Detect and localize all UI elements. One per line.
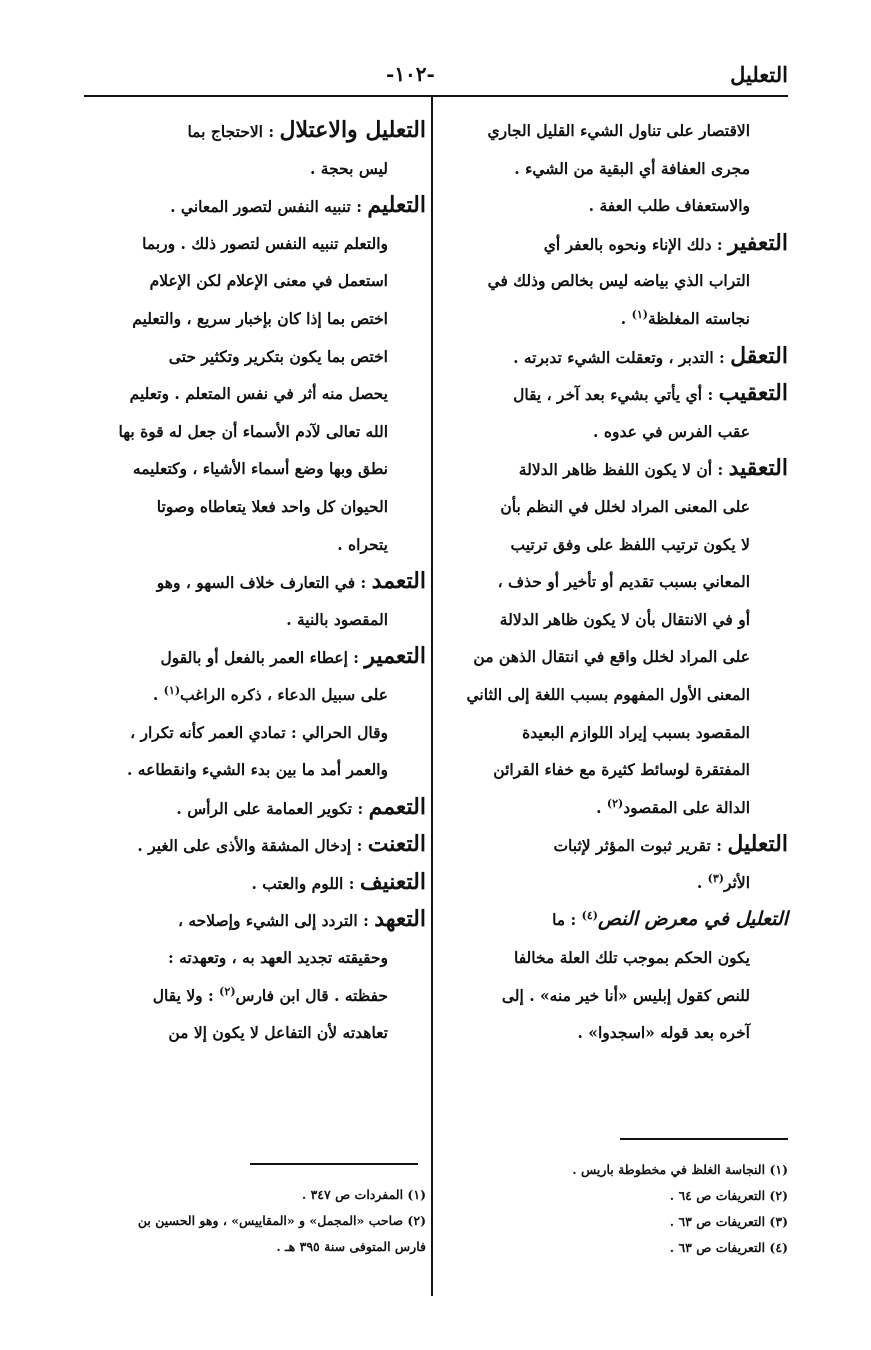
text-line xyxy=(444,225,788,263)
entry-term: التعقيد xyxy=(728,455,788,482)
text-line xyxy=(84,300,426,338)
footnote-ref: (٢) xyxy=(606,796,624,810)
text-line xyxy=(444,413,788,451)
line-text: نجاسته المغلظة xyxy=(647,308,750,328)
footnote-ref: (٣) xyxy=(707,871,724,885)
entry-term: التعنيف xyxy=(359,868,426,895)
entry-term: التعليل والاعتلال xyxy=(279,117,426,143)
right-column xyxy=(444,112,788,1052)
term-separator: : xyxy=(357,911,375,931)
text-line xyxy=(444,789,788,827)
line-text: الله تعالى لآدم الأسماء أن جعل له قوة بها xyxy=(118,421,388,441)
text-line xyxy=(84,488,426,526)
line-text: عقب الفرس في عدوه . xyxy=(593,421,750,441)
line-text: ليس بحجة . xyxy=(310,158,388,178)
text-line xyxy=(84,789,426,827)
footnote: (٢) صاحب «المجمل» و «المقاييس» ، وهو الحسين بن xyxy=(137,1213,426,1228)
text-line xyxy=(444,714,788,752)
line-text: نطق وبها وضع أسماء الأشياء ، وكتعليمه xyxy=(132,459,388,479)
line-text: لا يكون ترتيب اللفظ على وفق ترتيب xyxy=(510,534,750,554)
text-line xyxy=(444,563,788,601)
line-text: آخره بعد قوله «اسجدوا» . xyxy=(577,1023,750,1043)
footnote: (١) النجاسة الغلظ في مخطوطة باريس . xyxy=(572,1162,788,1177)
page-header xyxy=(84,62,788,92)
text-line xyxy=(84,563,426,601)
text-line xyxy=(84,150,426,188)
line-text: وحقيقته تجديد العهد به ، وتعهدته : xyxy=(167,948,388,968)
footnote: فارس المتوفى سنة ٣٩٥ هـ . xyxy=(276,1239,426,1254)
line-text: تعاهدته لأن التفاعل لا يكون إلا من xyxy=(168,1023,388,1043)
line-text-after: . xyxy=(620,308,632,328)
entry-definition: التردد إلى الشيء وإصلاحه ، xyxy=(177,911,358,931)
entry-term: التعقيب xyxy=(718,380,788,407)
text-line xyxy=(84,526,426,564)
entry-term: التعهد xyxy=(374,906,426,933)
line-text: والعمر أمد ما بين بدء الشيء وانقطاعه . xyxy=(127,760,388,780)
entry-definition: أي يأتي بشيء بعد آخر ، يقال xyxy=(513,385,703,405)
text-line xyxy=(444,1014,788,1052)
text-line xyxy=(84,714,426,752)
text-line xyxy=(84,338,426,376)
entry-term: التعمير xyxy=(364,643,426,670)
left-column xyxy=(84,112,426,1052)
text-line xyxy=(84,638,426,676)
line-text-after: : ولا يقال xyxy=(152,985,220,1005)
text-line xyxy=(444,112,788,150)
text-line xyxy=(84,450,426,488)
entry-term: التعمد xyxy=(371,568,426,595)
line-text: المعاني بسبب تقديم أو تأخير أو حذف ، xyxy=(497,572,750,592)
line-text: مجرى العفافة أي البقية من الشيء . xyxy=(514,158,750,178)
text-line xyxy=(84,262,426,300)
entry-definition: إعطاء العمر بالفعل أو بالقول xyxy=(160,648,348,668)
text-line xyxy=(84,901,426,939)
text-line xyxy=(84,826,426,864)
text-line xyxy=(444,638,788,676)
term-separator: : xyxy=(352,798,369,818)
text-line xyxy=(444,901,788,939)
footnote-ref: (١) xyxy=(631,307,648,321)
text-line xyxy=(84,375,426,413)
text-line xyxy=(444,939,788,977)
entry-definition: أن لا يكون اللفظ ظاهر الدلالة xyxy=(518,460,713,480)
footnote-ref: (١) xyxy=(163,683,181,697)
line-text: يتحراه . xyxy=(337,534,388,554)
text-line xyxy=(444,150,788,188)
line-text: على المراد لخلل واقع في انتقال الذهن من xyxy=(473,647,750,667)
term-separator: : xyxy=(347,648,365,668)
text-line xyxy=(444,300,788,338)
footnote: (٢) التعريفات ص ٦٤ . xyxy=(669,1188,788,1203)
page-number: -١٠٢- xyxy=(386,62,435,86)
text-line xyxy=(444,751,788,789)
line-text: الدالة على المقصود xyxy=(623,797,750,817)
entry-term: التعمم xyxy=(368,793,426,820)
term-separator: : xyxy=(711,234,729,254)
entry-term: التعقل xyxy=(730,342,788,369)
entry-definition: في التعارف خلاف السهو ، وهو xyxy=(156,573,356,593)
running-title: التعليل xyxy=(730,62,788,87)
text-line xyxy=(84,187,426,225)
line-text: الاقتصار على تناول الشيء القليل الجاري xyxy=(487,121,750,140)
text-line xyxy=(84,751,426,789)
footnotes-right xyxy=(444,1157,788,1261)
line-text: على سبيل الدعاء ، ذكره الراغب xyxy=(180,684,388,704)
text-line xyxy=(84,112,426,150)
column-divider xyxy=(431,96,433,1296)
entry-term: التعليل xyxy=(727,831,788,858)
text-line xyxy=(84,413,426,451)
footnote-ref: (٢) xyxy=(219,984,236,998)
footnote-rule-right xyxy=(620,1138,788,1140)
line-text: يحصل منه أثر في نفس المتعلم . وتعليم xyxy=(129,384,388,404)
line-text: اختص بما يكون بتكرير وتكثير حتى xyxy=(168,346,388,366)
term-separator: : xyxy=(713,347,731,367)
text-line xyxy=(444,864,788,902)
footnotes-left xyxy=(84,1182,426,1260)
text-line xyxy=(84,939,426,977)
line-text-after: . xyxy=(596,797,607,817)
line-text: المعنى الأول المفهوم بسبب اللغة إلى الثاني xyxy=(466,684,750,704)
line-text: والتعلم تنبيه النفس لتصور ذلك . وربما xyxy=(142,233,388,253)
entry-definition: اللوم والعتب . xyxy=(251,873,344,893)
text-line xyxy=(84,676,426,714)
text-line xyxy=(444,676,788,714)
text-line xyxy=(444,187,788,225)
term-separator: : xyxy=(355,573,372,593)
line-text: المفتقرة لوسائط كثيرة مع خفاء القرائن xyxy=(493,760,750,780)
term-separator: : xyxy=(351,836,368,856)
text-line xyxy=(444,526,788,564)
text-line xyxy=(444,601,788,639)
line-text: على المعنى المراد لخلل في النظم بأن xyxy=(500,496,750,516)
line-text: وقال الحرالي : تمادي العمر كأنه تكرار ، xyxy=(130,722,388,742)
line-text: الأثر xyxy=(723,872,750,892)
entry-term: التعفير xyxy=(728,229,788,256)
entry-term: التعنت xyxy=(367,831,426,858)
footnote: (١) المفردات ص ٣٤٧ . xyxy=(301,1187,426,1202)
term-separator: : xyxy=(712,460,729,480)
term-separator: : xyxy=(263,122,280,141)
header-rule xyxy=(84,95,788,97)
line-text-after: . xyxy=(152,684,164,704)
text-line xyxy=(444,375,788,413)
text-line xyxy=(84,601,426,639)
footnote: (٣) التعريفات ص ٦٣ . xyxy=(669,1214,788,1229)
entry-definition: إدخال المشقة والأذى على الغير . xyxy=(137,836,352,856)
term-separator: : xyxy=(702,385,719,405)
text-line xyxy=(444,338,788,376)
line-text: والاستعفاف طلب العفة . xyxy=(588,196,750,216)
text-line xyxy=(84,864,426,902)
line-text: استعمل في معنى الإعلام لكن الإعلام xyxy=(149,271,388,291)
entry-definition: تكوير العمامة على الرأس . xyxy=(176,798,353,818)
text-line xyxy=(444,450,788,488)
term-separator: : xyxy=(350,197,368,217)
footnote-rule-left xyxy=(250,1163,418,1165)
line-text: المقصود بالنية . xyxy=(286,609,388,629)
text-line xyxy=(84,977,426,1015)
line-text: التراب الذي بياضه ليس بخالص وذلك في xyxy=(487,271,750,291)
term-separator: : xyxy=(343,873,360,893)
entry-definition: تنبيه النفس لتصور المعاني . xyxy=(170,197,351,217)
text-line xyxy=(444,977,788,1015)
text-line xyxy=(444,826,788,864)
line-text: أو في الانتقال بأن لا يكون ظاهر الدلالة xyxy=(499,609,750,629)
footnote: (٤) التعريفات ص ٦٣ . xyxy=(669,1240,788,1255)
entry-definition: تقرير ثبوت المؤثر لإثبات xyxy=(553,836,711,856)
entry-definition: التدبر ، وتعقلت الشيء تدبرته . xyxy=(513,347,714,367)
text-line xyxy=(84,1014,426,1052)
entry-term: التعليم xyxy=(367,192,426,219)
line-text-after: . xyxy=(696,872,708,892)
line-text: حفظته . قال ابن فارس xyxy=(235,985,388,1005)
subentry-term: التعليل في معرض النص xyxy=(597,908,788,931)
line-text: المقصود بسبب إيراد اللوازم البعيدة xyxy=(522,722,750,742)
line-text: للنص كقول إبليس «أنا خير منه» . إلى xyxy=(501,985,750,1005)
line-text: الحيوان كل واحد فعلا يتعاطاه وصوتا xyxy=(156,496,388,516)
text-line xyxy=(444,262,788,300)
entry-definition: الاحتجاج بما xyxy=(187,122,263,141)
line-text: اختص بما إذا كان بإخبار سريع ، والتعليم xyxy=(132,308,388,328)
term-separator: : xyxy=(710,836,728,856)
entry-definition: : ما xyxy=(552,910,582,930)
text-line xyxy=(84,225,426,263)
text-line xyxy=(444,488,788,526)
footnote-ref: (٤) xyxy=(581,909,598,923)
entry-definition: دلك الإناء ونحوه بالعفر أي xyxy=(543,234,712,254)
line-text: يكون الحكم بموجب تلك العلة مخالفا xyxy=(513,948,750,968)
